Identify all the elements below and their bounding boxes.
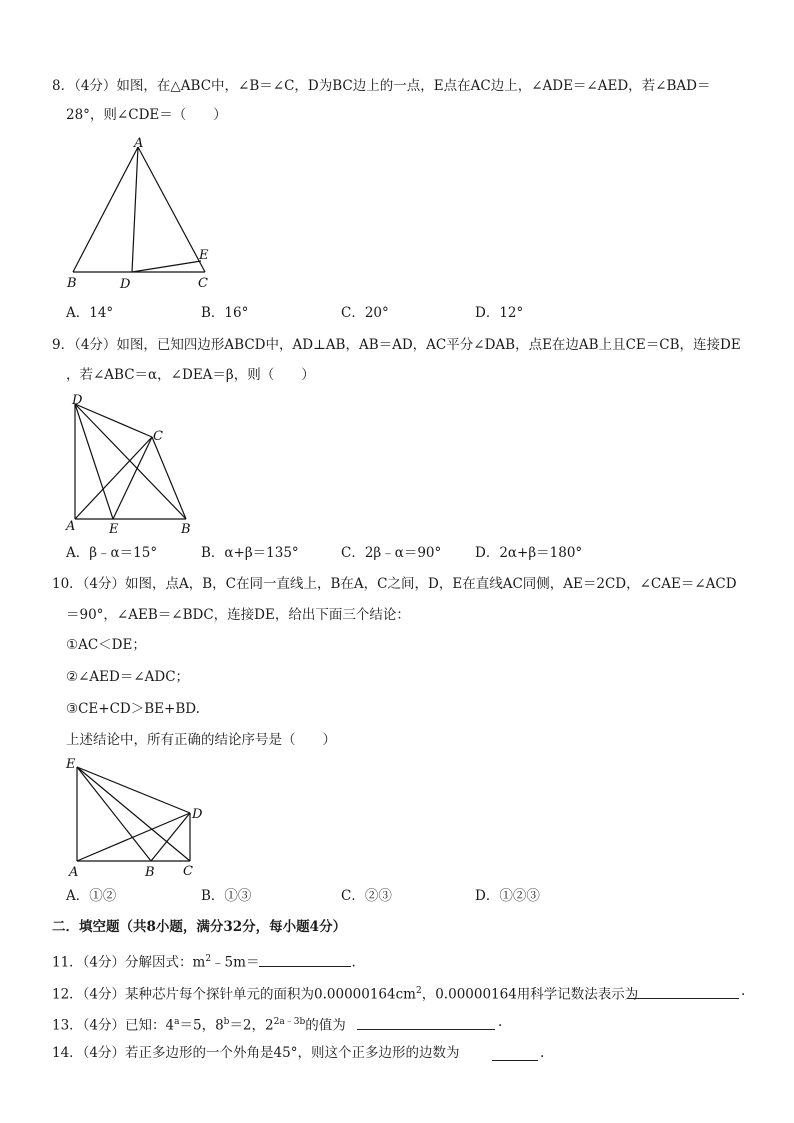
q8-option-c[interactable]: C．20° <box>341 305 389 321</box>
q10-seg-ec <box>77 767 190 861</box>
q11-text: 11．（4分）分解因式：m <box>52 954 206 971</box>
q8-label-b: B <box>67 276 77 291</box>
q11-end: . <box>351 954 356 971</box>
q11-text-2: ﹣5m＝ <box>211 954 260 971</box>
q12-text-2: ，0.00000164用科学记数法表示为 <box>421 986 639 1003</box>
q13-text: 13．（4分）已知：4 <box>52 1017 175 1034</box>
q10-figure <box>60 755 210 880</box>
q11-answer-blank[interactable] <box>259 952 351 967</box>
q10-option-c[interactable]: C．②③ <box>341 888 392 904</box>
q13-exp-b: b <box>223 1017 230 1027</box>
q10-option-b[interactable]: B．①③ <box>201 888 252 904</box>
q10-seg-ad <box>77 813 190 861</box>
q8-label-e: E <box>199 248 209 263</box>
q13-text-3: ＝2，2 <box>229 1017 274 1034</box>
q14-answer-blank[interactable] <box>492 1046 538 1061</box>
q12-exponent: 2 <box>415 986 422 996</box>
q10-option-a[interactable]: A．①② <box>66 888 117 904</box>
q8-seg-ad <box>132 147 138 272</box>
q10-option-d[interactable]: D．①②③ <box>475 888 540 904</box>
q8-side-ac <box>138 147 205 272</box>
q9-option-b[interactable]: B．α+β＝135° <box>201 545 299 561</box>
q8-label-a: A <box>134 136 144 151</box>
q9-label-c: C <box>153 429 163 444</box>
q9-label-e: E <box>109 522 119 537</box>
q11 <box>52 949 356 973</box>
q14-end: . <box>540 1045 545 1061</box>
q8-option-b[interactable]: B．16° <box>201 305 249 321</box>
q12-answer-blank[interactable] <box>627 984 739 999</box>
q8-option-d[interactable]: D．12° <box>475 305 524 321</box>
q10-label-d: D <box>192 807 203 822</box>
q10-question: 上述结论中，所有正确的结论序号是（ ） <box>66 732 336 748</box>
q8-line1: 8．（4分）如图，在△ABC中，∠B＝∠C，D为BC边上的一点，E点在AC边上，∠ADE＝∠AED，若∠BAD＝ <box>52 78 711 94</box>
q8-option-a[interactable]: A．14° <box>66 305 114 321</box>
q8-label-c: C <box>198 276 208 291</box>
q8-label-d: D <box>120 277 131 292</box>
q14-text: 14．（4分）若正多边形的一个外角是45°，则这个正多边形的边数为 <box>52 1045 460 1061</box>
q13 <box>52 1012 346 1036</box>
q8-figure <box>60 135 220 295</box>
q13-exp-a: a <box>174 1017 180 1027</box>
q10-seg-ed <box>77 767 190 813</box>
q10-line1: 10．（4分）如图，点A，B，C在同一直线上，B在A，C之间，D，E在直线AC同侧，AE＝2CD，∠CAE＝∠ACD <box>52 576 737 592</box>
q12-end: . <box>741 983 746 999</box>
q8-side-ab <box>73 147 138 272</box>
q8-line2: 28°，则∠CDE＝（ ） <box>66 107 227 123</box>
q10-seg-eb <box>77 767 151 861</box>
q9-figure <box>60 392 200 542</box>
q10-conclusion-3: ③CE+CD＞BE+BD. <box>66 701 200 717</box>
q9-label-a: A <box>66 519 76 534</box>
q10-label-a: A <box>69 865 79 880</box>
q9-seg-ac <box>75 437 152 519</box>
q9-line2: ，若∠ABC＝α，∠DEA＝β，则（ ） <box>66 367 315 383</box>
q13-end: . <box>498 1014 503 1030</box>
q13-exp-c: 2a﹣3b <box>273 1017 306 1027</box>
q12 <box>52 981 638 1005</box>
q13-text-4: 的值为 <box>305 1017 346 1034</box>
q10-label-e: E <box>66 757 76 772</box>
q9-side-cb <box>152 437 186 519</box>
q9-option-a[interactable]: A．β﹣α＝15° <box>66 545 158 561</box>
q12-text: 12．（4分）某种芯片每个探针单元的面积为0.00000164cm <box>52 986 416 1003</box>
q10-seg-bd <box>151 813 190 861</box>
q9-option-c[interactable]: C．2β﹣α＝90° <box>341 545 442 561</box>
q8-seg-de <box>132 261 201 272</box>
q10-conclusion-1: ①AC＜DE； <box>66 637 146 653</box>
q14 <box>52 1043 459 1063</box>
q9-seg-de <box>75 404 113 519</box>
q9-label-b: B <box>181 522 191 537</box>
q10-line2: ＝90°，∠AEB＝∠BDC，连接DE，给出下面三个结论： <box>66 607 410 623</box>
q9-label-d: D <box>72 393 83 408</box>
q13-text-2: ＝5，8 <box>179 1017 224 1034</box>
q11-exponent: 2 <box>205 954 212 964</box>
q10-label-b: B <box>145 865 155 880</box>
q13-answer-blank[interactable] <box>357 1015 495 1030</box>
q9-option-d[interactable]: D．2α+β＝180° <box>475 545 583 561</box>
q9-line1: 9．（4分）如图，已知四边形ABCD中，AD⊥AB，AB＝AD，AC平分∠DAB，点E在边AB上且CE＝CB，连接DE <box>52 337 741 353</box>
q10-label-c: C <box>183 864 193 879</box>
q10-conclusion-2: ②∠AED＝∠ADC； <box>66 669 190 685</box>
section-fill-in-heading: 二．填空题（共8小题，满分32分，每小题4分） <box>52 919 347 935</box>
q9-side-dc <box>75 404 152 437</box>
